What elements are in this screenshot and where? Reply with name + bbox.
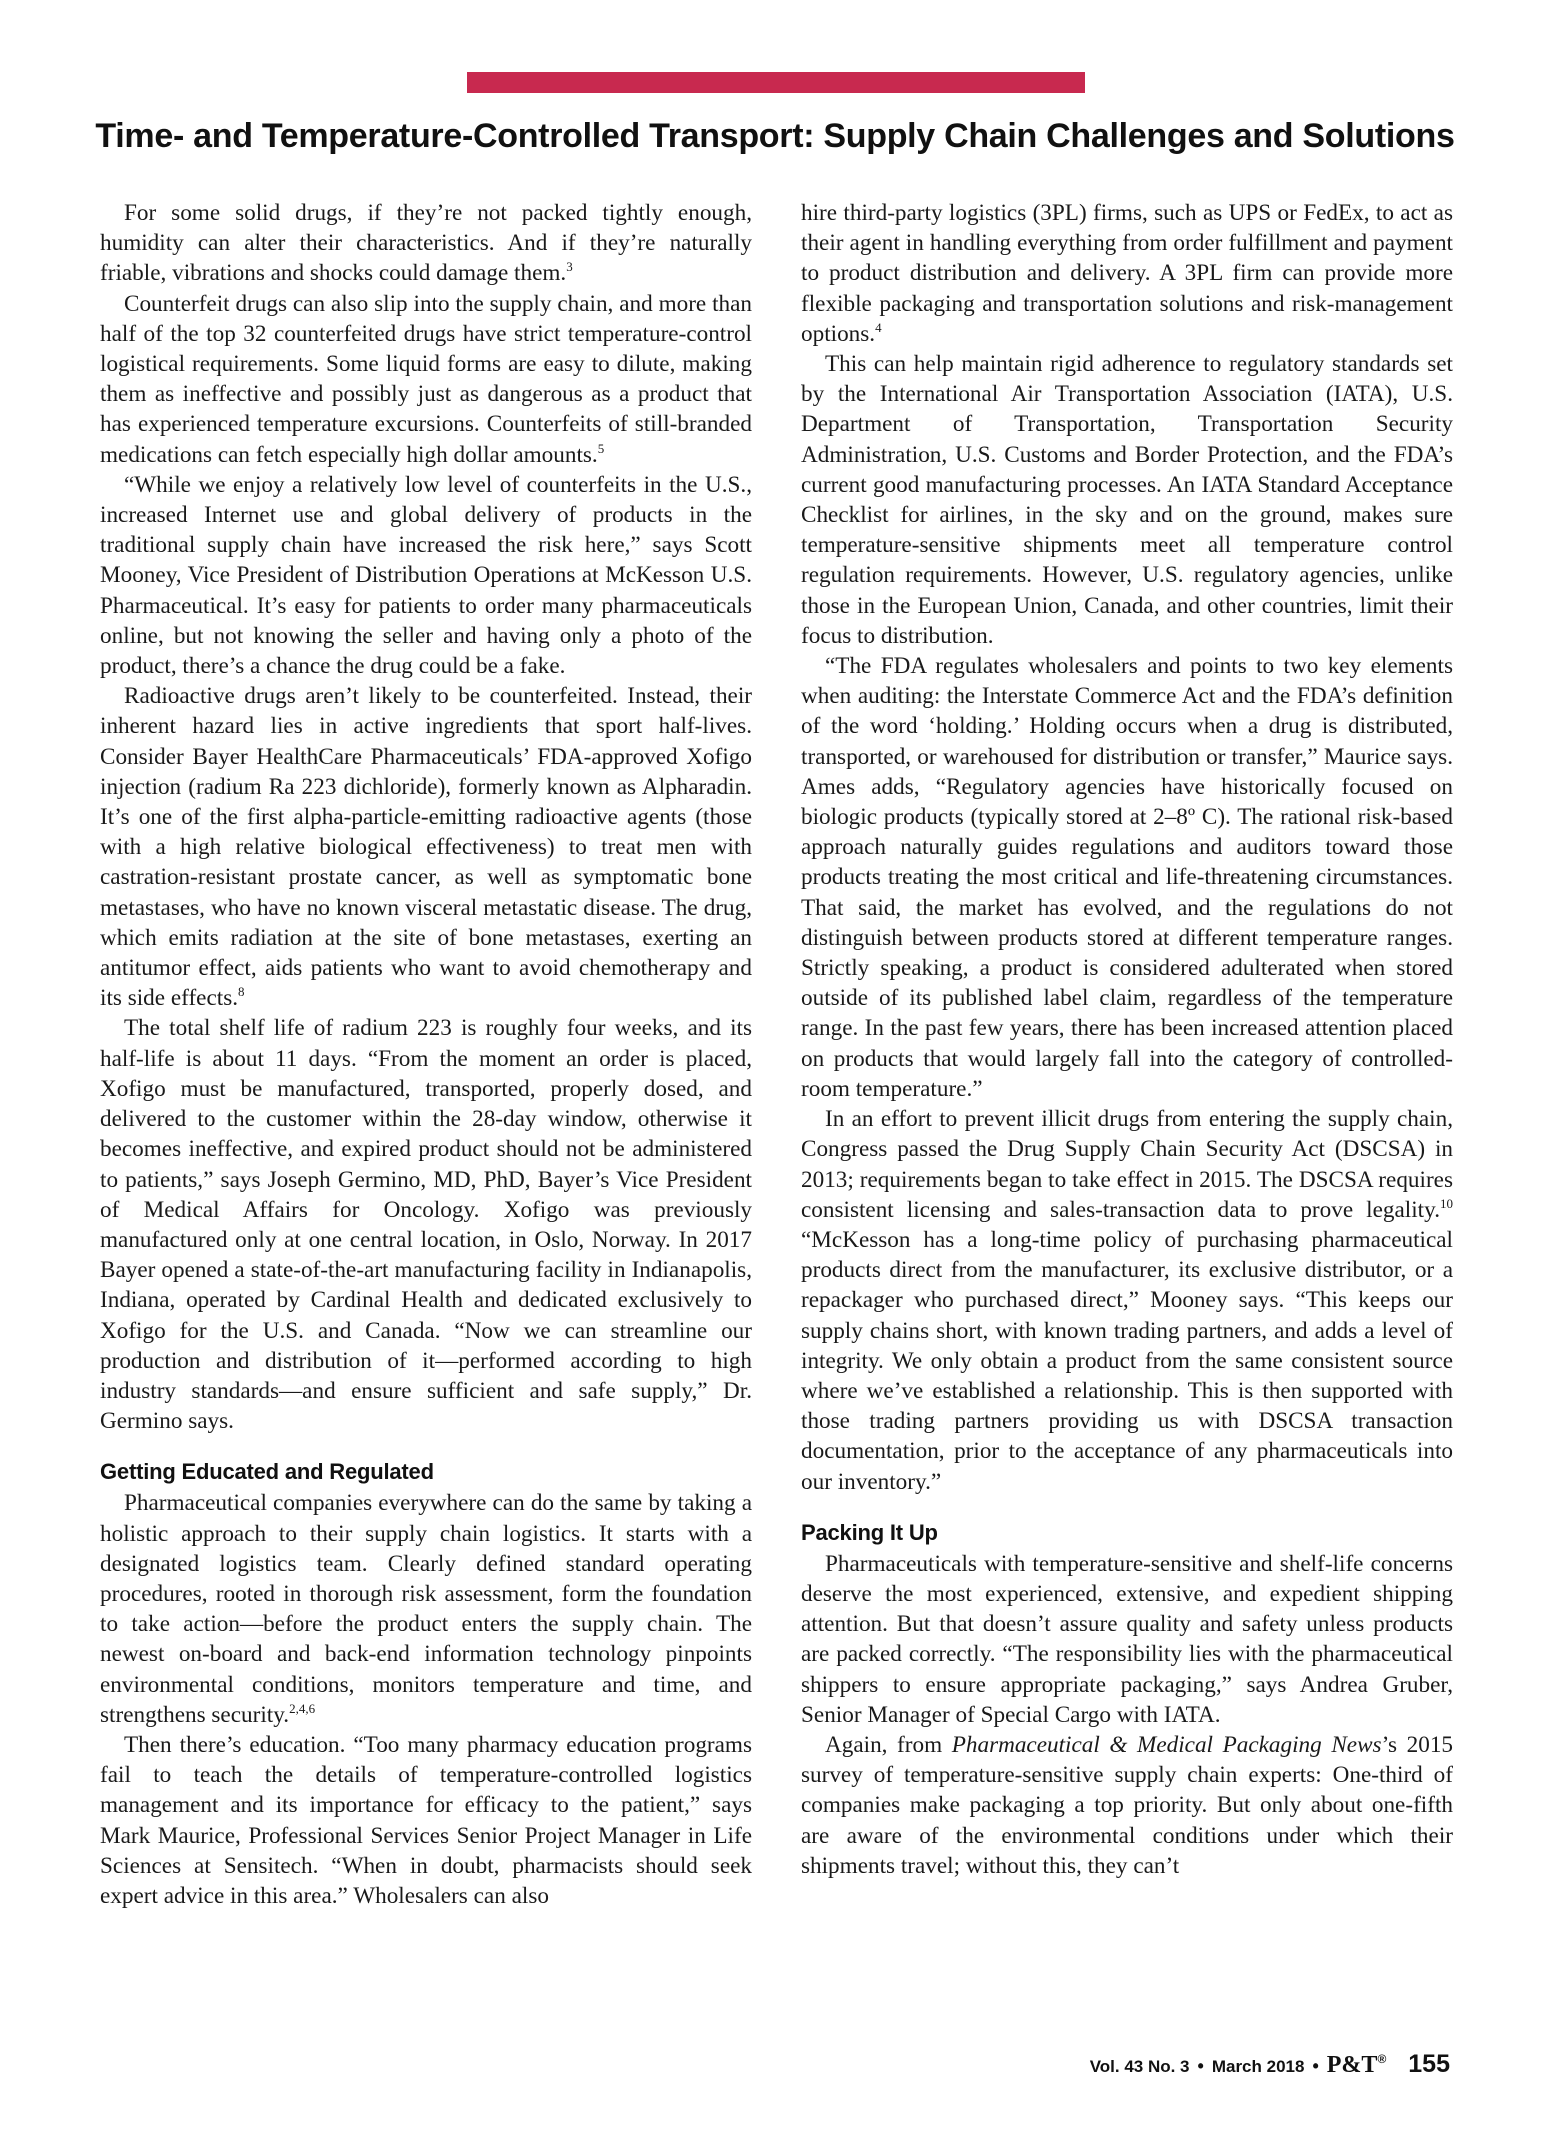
left-column: [100, 198, 752, 1911]
reference-marker: 4: [875, 319, 882, 335]
separator: •: [1312, 2056, 1319, 2076]
page-number: 155: [1408, 2050, 1450, 2078]
paragraph: The total shelf life of radium 223 is roughly four weeks, and its half-life is about 11 days. “From the moment an order is placed, Xofigo must be manufactured, transported, properly dosed, and delivered to the customer within the 28-day window, otherwise it becomes ineffective, and expired product should not be administered to patients,” says Joseph Germino, MD, PhD, Bayer’s Vice President of Medical Affairs for Oncology. Xofigo was previously manufactured only at one central location, in Oslo, Norway. In 2017 Bayer opened a state-of-the-art manufacturing facility in Indianapolis, Indiana, operated by Cardinal Health and dedicated exclusively to Xofigo for the U.S. and Canada. “Now we can streamline our production and distribution of it—performed according to high industry standards—and ensure sufficient and safe supply,” Dr. Germino says.: [100, 1015, 752, 1435]
issue-info: Vol. 43 No. 3: [1089, 2057, 1190, 2076]
right-column: [801, 198, 1453, 1881]
paragraph: hire third-party logistics (3PL) firms, such as UPS or FedEx, to act as their agent in handling everything from order fulfillment and payment to product distribution and delivery. A 3PL firm can provide more flexible packaging and transportation solutions and risk-management options.$^4$: [801, 200, 1453, 347]
reference-marker: 8: [238, 984, 245, 1000]
accent-bar: [467, 72, 1085, 93]
paragraph: For some solid drugs, if they’re not packed tightly enough, humidity can alter their characteristics. And if they’re naturally friable, vibrations and shocks could damage them.$^3$: [100, 200, 752, 287]
reference-marker: 10: [1440, 1195, 1453, 1211]
paragraph: Pharmaceutical companies everywhere can do the same by taking a holistic approach to their supply chain logistics. It starts with a designated logistics team. Clearly defined standard operating procedures, rooted in thorough risk assessment, form the foundation to take action—before the product enters the supply chain. The newest on-board and back-end information technology pinpoints environmental conditions, monitors temperature and time, and strengthens security.$^{2,4,6}$: [100, 1490, 752, 1728]
section-heading: Getting Educated and Regulated: [100, 1459, 434, 1485]
section-heading: Packing It Up: [801, 1519, 938, 1545]
paragraph: Pharmaceuticals with temperature-sensitive and shelf-life concerns deserve the most experienced, extensive, and expedient shipping attention. But that doesn’t assure quality and safety unless products are packed correctly. “The responsibility lies with the pharmaceutical shippers to ensure appropriate packaging,” says Andrea Gruber, Senior Manager of Special Cargo with IATA.: [801, 1550, 1453, 1728]
journal-name: P&T®: [1326, 2052, 1387, 2078]
separator: •: [1197, 2056, 1204, 2076]
reference-marker: 2,4,6: [289, 1700, 316, 1716]
reference-marker: 5: [597, 440, 605, 456]
paragraph: Radioactive drugs aren’t likely to be counterfeited. Instead, their inherent hazard lies in active ingredients that sport half-lives. Consider Bayer HealthCare Pharmaceuticals’ FDA-approved Xofigo injection (radium Ra 223 dichloride), formerly known as Alpharadin. It’s one of the first alpha-particle-emitting radioactive agents (those with a high relative biological effectiveness) to treat men with castration-resistant prostate cancer, as well as symptomatic bone metastases, who have no known visceral metastatic disease. The drug, which emits radiation at the site of bone metastases, exerting an antitumor effect, aids patients who want to avoid chemotherapy and its side effects.$^8$: [100, 683, 752, 1012]
page-footer: [1090, 2050, 1450, 2079]
paragraph: This can help maintain rigid adherence to regulatory standards set by the International Air Transportation Association (IATA), U.S. Department of Transportation, Transportation Security Administration, U.S. Customs and Border Protection, and the FDA’s current good manufacturing processes. An IATA Standard Acceptance Checklist for airlines, in the sky and on the ground, makes sure temperature-sensitive shipments meet all temperature control regulation requirements. However, U.S. regulatory agencies, unlike those in the European Union, Canada, and other countries, limit their focus to distribution.: [801, 351, 1453, 649]
article-title: Time- and Temperature-Controlled Transport: Supply Chain Challenges and Solutions: [95, 117, 1455, 155]
reference-marker: 3: [566, 259, 573, 275]
paragraph: Counterfeit drugs can also slip into the supply chain, and more than half of the top 32 counterfeited drugs have strict temperature-control logistical requirements. Some liquid forms are easy to dilute, making them as ineffective and possibly just as dangerous as a product that has experienced temperature excursions. Counterfeits of still-branded medications can fetch especially high dollar amounts.$^5$: [100, 290, 752, 468]
paragraph: In an effort to prevent illicit drugs from entering the supply chain, Congress passed the Drug Supply Chain Security Act (DSCSA) in 2013; requirements began to take effect in 2015. The DSCSA requires consistent licensing and sales-transaction data to prove legality.$^{10}$ “McKesson has a long-time policy of purchasing pharmaceutical products direct from the manufacturer, its exclusive distributor, or a repackager who purchased direct,” Mooney says. “This keeps our supply chains short, with known trading partners, and adds a level of integrity. We only obtain a product from the same consistent source where we’ve established a relationship. This is then supported with those trading partners providing us with DSCSA transaction documentation, prior to the acceptance of any pharmaceuticals into our inventory.”: [801, 1106, 1453, 1495]
paragraph: “The FDA regulates wholesalers and points to two key elements when auditing: the Interstate Commerce Act and the FDA’s definition of the word ‘holding.’ Holding occurs when a drug is distributed, transported, or warehoused for distribution or transfer,” Maurice says. Ames adds, “Regulatory agencies have historically focused on biologic products (typically stored at 2–8º C). The rational risk-based approach naturally guides regulations and auditors toward those products treating the most critical and life-threatening circumstances. That said, the market has evolved, and the regulations do not distinguish between products stored at different temperature ranges. Strictly speaking, a product is considered adulterated when stored outside of its published label claim, regardless of the temperature range. In the past few years, there has been increased attention placed on products that would largely fall into the category of controlled-room temperature.”: [801, 653, 1453, 1102]
paragraph: Again, from Pharmaceutical & Medical Packaging News’s 2015 survey of temperature-sensitive supply chain experts: One-third of companies make packaging a top priority. But only about one-fifth are aware of the environmental conditions under which their shipments travel; without this, they can’t: [801, 1731, 1454, 1879]
paragraph: Then there’s education. “Too many pharmacy education programs fail to teach the details of temperature-controlled logistics management and its importance for efficacy to the patient,” says Mark Maurice, Professional Services Senior Project Manager in Life Sciences at Sensitech. “When in doubt, pharmacists should seek expert advice in this area.” Wholesalers can also: [100, 1731, 752, 1909]
issue-date: March 2018: [1211, 2057, 1305, 2076]
paragraph: “While we enjoy a relatively low level of counterfeits in the U.S., increased Internet use and global delivery of products in the traditional supply chain have increased the risk here,” says Scott Mooney, Vice President of Distribution Operations at McKesson U.S. Pharmaceutical. It’s easy for patients to order many pharmaceuticals online, but not knowing the seller and having only a photo of the product, there’s a chance the drug could be a fake.: [100, 471, 752, 680]
publication-title: Pharmaceutical & Medical Packaging News: [951, 1731, 1382, 1758]
